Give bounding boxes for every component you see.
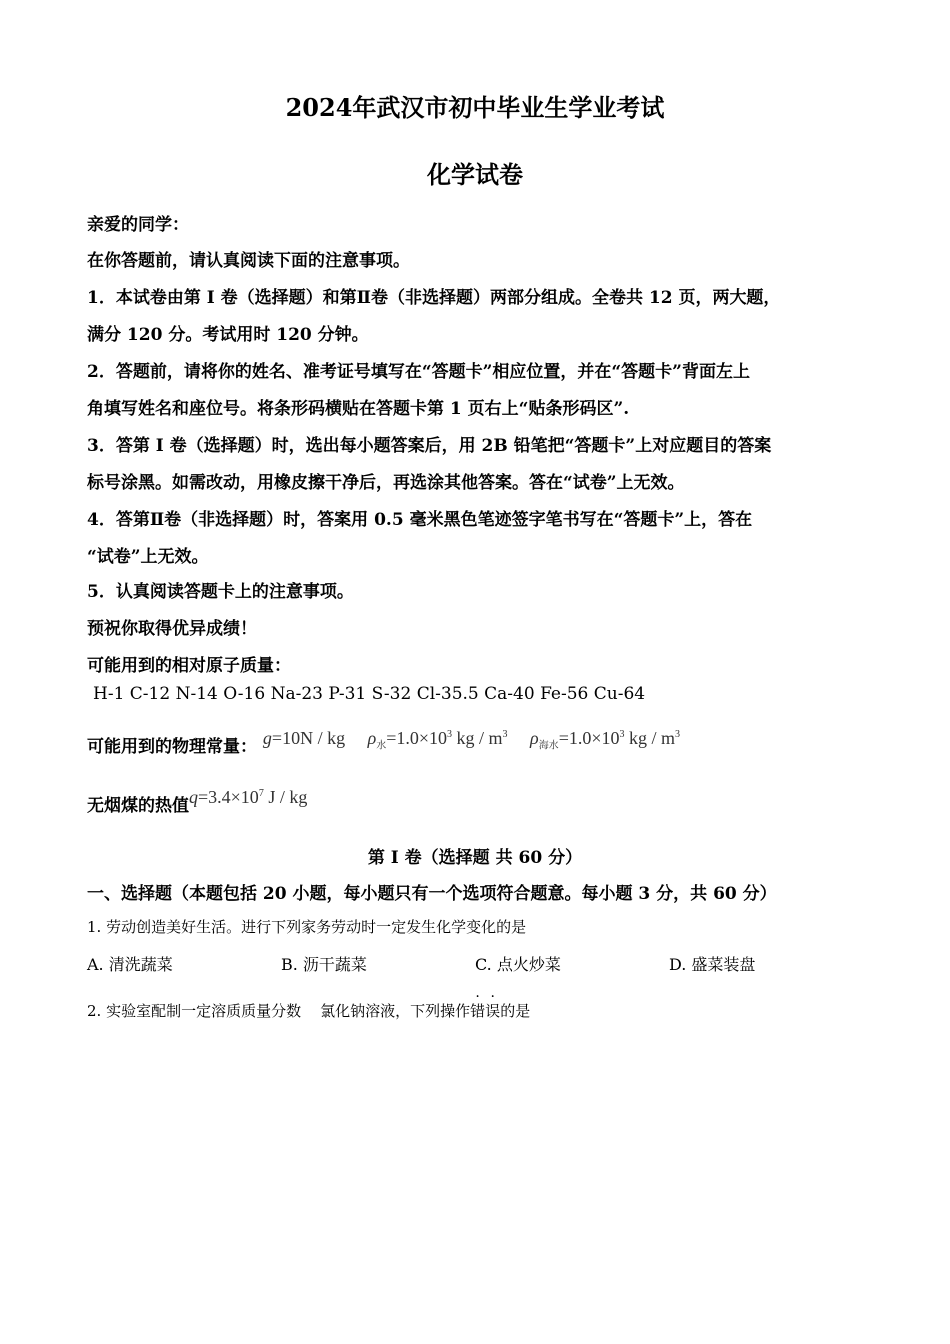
greeting: 亲爱的同学：	[87, 215, 189, 235]
notice-wish: 预祝你取得优异成绩！	[87, 619, 257, 639]
question-1-option-d: D. 盛菜装盘	[669, 955, 756, 974]
notice-item-3b: 标号涂黑。如需改动，用橡皮擦干净后，再选涂其他答案。答在“试卷”上无效。	[87, 473, 685, 493]
section-heading: 一、选择题（本题包括 20 小题，每小题只有一个选项符合题意。每小题 3 分，共 60 分）	[87, 884, 777, 904]
formula-g: g=10N / kg $\rho_水=1.0\times 10^3$ kg / $m^3$ $\rho_{海水}=1.0\times 10^3$ kg / $m^3$	[262, 728, 681, 752]
notice-item-2b: 角填写姓名和座位号。将条形码横贴在答题卡第 1 页右上“贴条形码区”.	[87, 399, 630, 419]
physics-label: 可能用到的物理常量：	[87, 737, 257, 757]
formula-q: $q=3.4\times 10^7$ J / kg	[189, 787, 308, 807]
question-1-stem: 1. 劳动创造美好生活。进行下列家务劳动时一定发生化学变化的是	[87, 918, 527, 936]
coal-heat-row	[87, 787, 308, 816]
exam-title: 2024年武汉市初中毕业生学业考试	[285, 93, 665, 122]
notice-item-2a: 2．答题前，请将你的姓名、准考证号填写在“答题卡”相应位置，并在“答题卡”背面左上	[87, 362, 750, 382]
notice-item-1a: 1．本试卷由第 I 卷（选择题）和第Ⅱ卷（非选择题）两部分组成。全卷共 12 页，两大题，	[87, 288, 781, 308]
notice-item-1b: 满分 120 分。考试用时 120 分钟。	[87, 325, 369, 345]
notice-intro: 在你答题前，请认真阅读下面的注意事项。	[87, 251, 410, 271]
notice-item-3a: 3．答第 I 卷（选择题）时，选出每小题答案后，用 2B 铅笔把“答题卡”上对应题目的答案	[87, 436, 772, 456]
physics-constants-row	[87, 728, 681, 760]
atomic-mass-label: 可能用到的相对原子质量：	[87, 656, 291, 676]
notice-item-5: 5．认真阅读答题卡上的注意事项。	[87, 582, 354, 602]
atomic-mass-values: H-1 C-12 N-14 O-16 Na-23 P-31 S-32 Cl-35.5 Ca-40 Fe-56 Cu-64	[93, 684, 646, 704]
question-1-option-a: A. 清洗蔬菜	[87, 955, 173, 974]
notice-item-4a: 4．答第Ⅱ卷（非选择题）时，答案用 0.5 毫米黑色笔迹签字笔书写在“答题卡”上，答在	[87, 510, 753, 530]
question-1-option-b: B. 沥干蔬菜	[281, 955, 367, 974]
notice-item-4b: “试卷”上无效。	[87, 547, 209, 567]
exam-subtitle: 化学试卷	[427, 160, 523, 189]
coal-label: 无烟煤的热值	[87, 796, 189, 816]
question-2-stem: 2. 实验室配制一定溶质质量分数 氯化钠溶液，下列操作错误的是	[87, 1002, 531, 1020]
part-title: 第 I 卷（选择题 共 60 分）	[367, 848, 583, 868]
question-1-option-c: C. 点火炒菜	[475, 955, 561, 974]
